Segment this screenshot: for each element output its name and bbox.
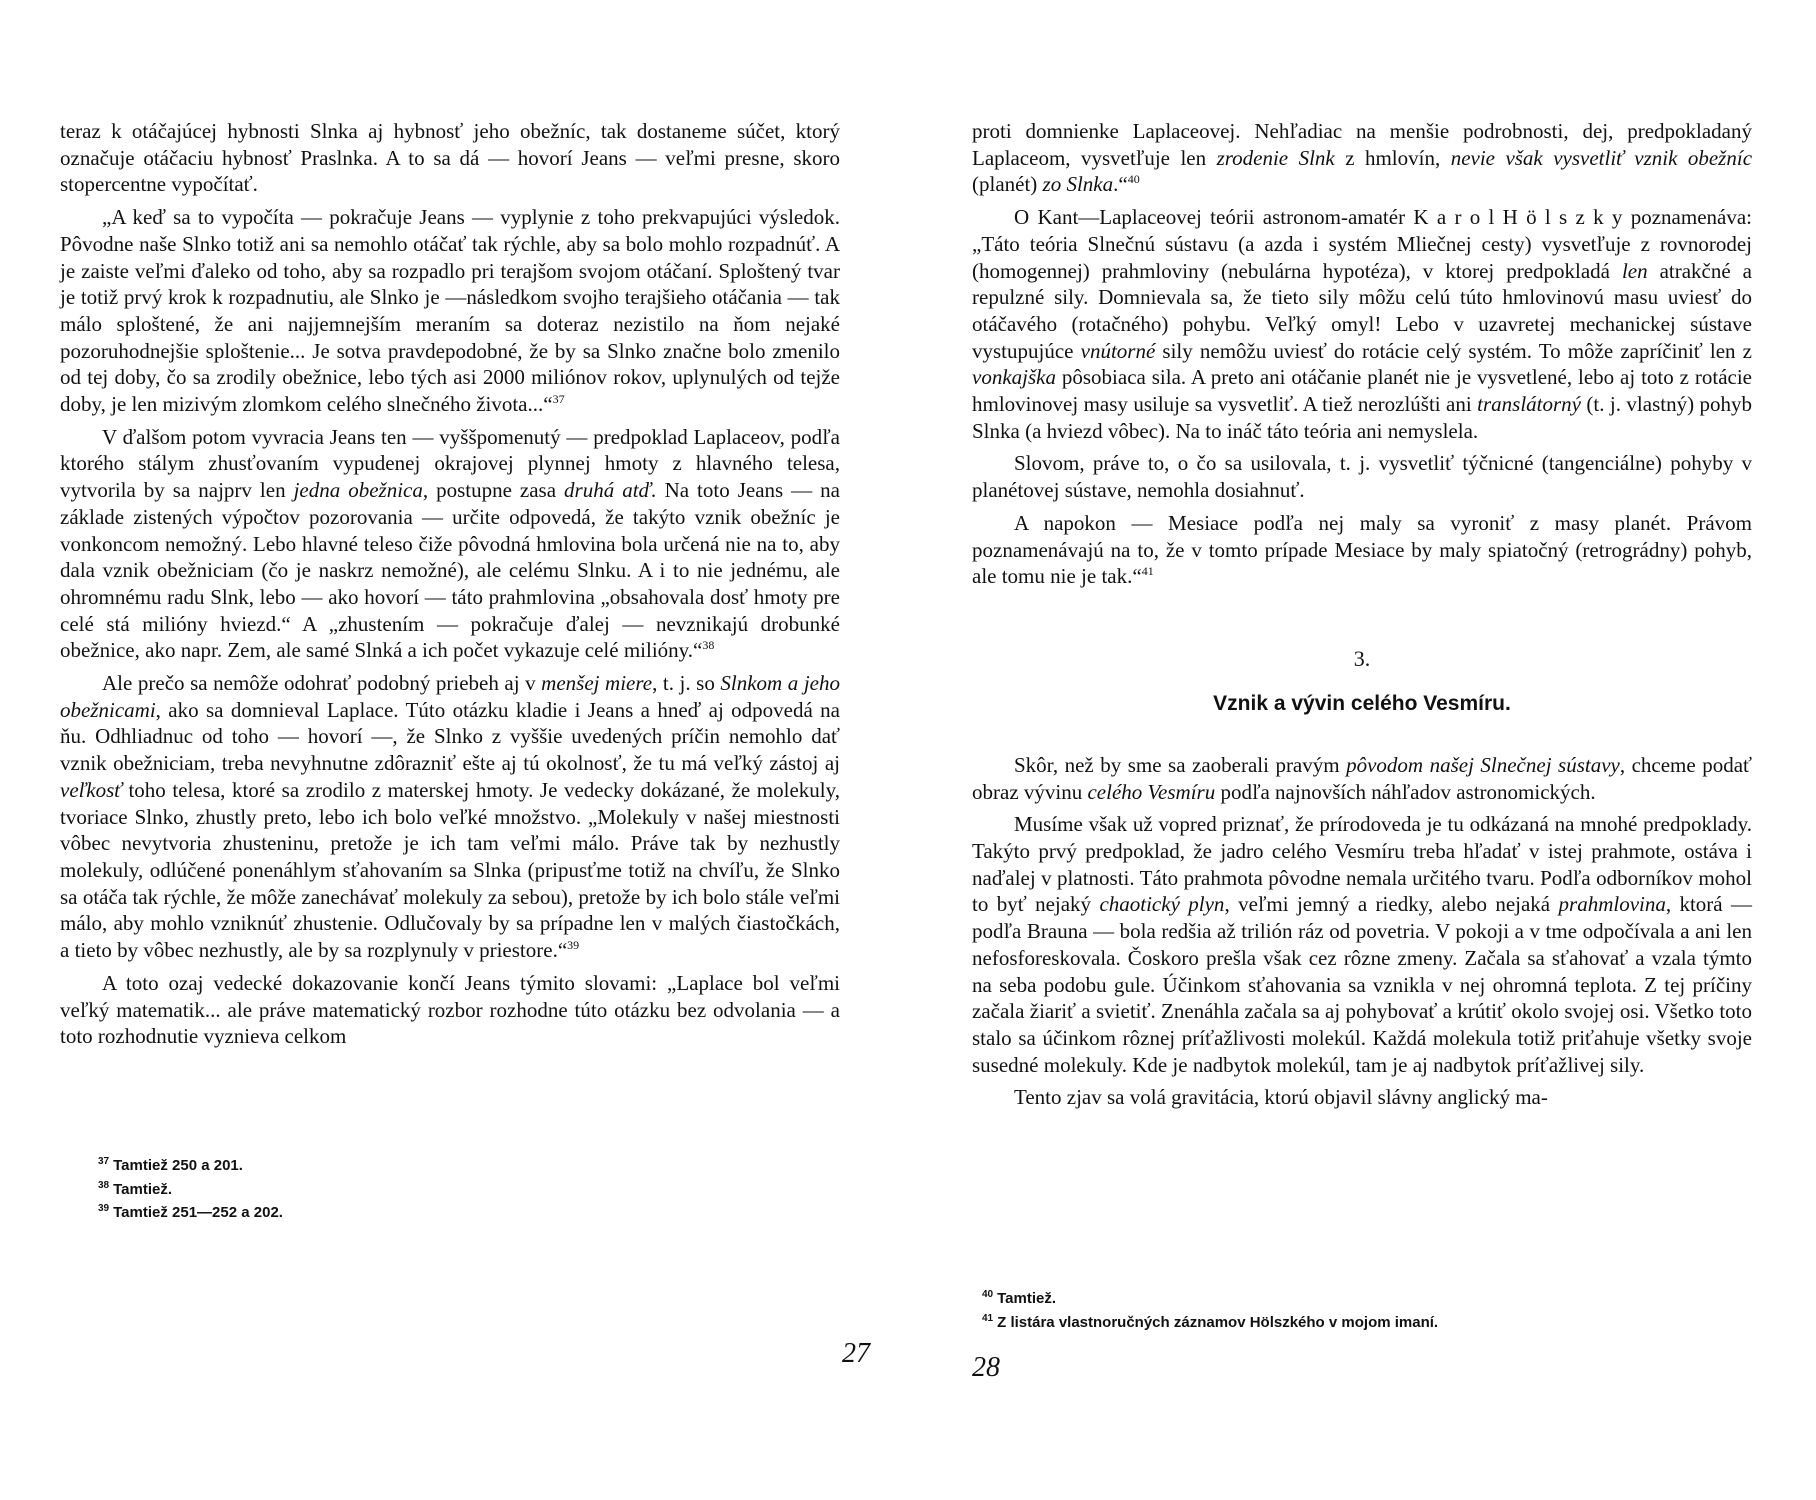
emphasis: zrodenie Slnk bbox=[1216, 145, 1335, 170]
emphasis: druhá atď. bbox=[564, 478, 657, 503]
footnote-number: 41 bbox=[982, 1312, 994, 1324]
emphasis: vnútorné bbox=[1080, 338, 1156, 363]
right-paragraphs-top bbox=[972, 118, 1752, 590]
footnote bbox=[982, 1285, 1762, 1309]
emphasis: veľkosť bbox=[60, 777, 122, 802]
footnote bbox=[98, 1199, 878, 1223]
emphasis: zo Slnka bbox=[1042, 172, 1114, 197]
paragraph: „A keď sa to vypočíta — pokračuje Jeans — vyplynie z toho prekvapujúci výsledok. Pôvodne naše Slnko totiž ani sa nemohlo otáčať tak rýchle, aby sa bolo mohlo rozpadnúť. A je zaiste veľmi ďaleko od toho, aby sa rozpadlo pri terajšom svojom otáčaní. Sploštený tvar je totiž prvý krok k rozpadnutiu, ale Slnko je —následkom svojho terajšieho otáčania — tak málo sploštené, že ani najjemnejším meraním sa doteraz nezistilo na ňom nejaké pozoruhodnejšie sploštenie... Je sotva pravdepodobné, že by sa Slnko značne bolo zmenilo od tej doby, čo sa zrodily obežnice, lebo tých asi 2000 miliónov rokov, uplynulých od tejže doby, je len mizivým zlomkom celého slnečného života...“$^{37}$ bbox=[60, 205, 840, 417]
emphasis: translátorný bbox=[1477, 392, 1581, 417]
section-number: 3. bbox=[1353, 645, 1371, 671]
footnote-ref: 40 bbox=[1127, 172, 1140, 187]
footnote-text: Tamtiež. bbox=[113, 1180, 173, 1198]
footnote-text: Tamtiež. bbox=[997, 1290, 1057, 1307]
paragraph: Skôr, než by sme sa zaoberali pravým pôvodom našej Slnečnej sústavy, chceme podať obraz vývinu celého Vesmíru podľa najnovších náhľadov astronomických. bbox=[972, 752, 1752, 804]
paragraph: Ale prečo sa nemôže odohrať podobný priebeh aj v menšej miere, t. j. so Slnkom a jeho obežnicami, ako sa domnieval Laplace. Túto otázku kladie i Jeans a hneď aj odpovedá na ňu. Odhliadnuc od toho — hovorí —, že Slnko z vyššie uvedených príčin nemohlo dať vznik obežniciam, treba nevyhnutne zdôrazniť ešte aj tú okolnosť, že tu má veľký zástoj aj veľkosť toho telesa, ktoré sa zrodilo z materskej hmoty. Je vedecky dokázané, že molekuly, tvoriace Slnko, zhustly preto, lebo ich bolo veľké množstvo. „Molekuly v našej miestnosti vôbec nevytvoria zhusteninu, pretože je ich tam veľmi málo. Práve tak by nezhustly molekuly, odlúčené ponenáhlym sťahovaním sa Slnka (pripusťme totiž na chvíľu, že Slnko sa otáča tak rýchle, že môže zanechávať molekuly za sebou), pretože by ich bolo stále veľmi málo, aby mohlo vzniknúť zhustenie. Odlučovaly by sa prípadne len v malých čiastočkách, a tieto by vôbec nezhustly, ale by sa rozplynuly v priestore.“$^{39}$ bbox=[60, 671, 840, 963]
emphasis: pôvodom našej Slnečnej sústavy bbox=[1346, 752, 1620, 777]
footnote bbox=[982, 1309, 1762, 1333]
footnote-ref: 41 bbox=[1141, 564, 1154, 579]
right-footnotes bbox=[982, 1285, 1762, 1332]
emphasis: celého Vesmíru bbox=[1087, 779, 1216, 804]
page-number-left: 27 bbox=[842, 1338, 870, 1369]
right-paragraphs-bottom bbox=[972, 752, 1752, 1111]
paragraph: V ďalšom potom vyvracia Jeans ten — vyššpomenutý — predpoklad Laplaceov, podľa ktorého stálym zhusťovaním vypudenej okrajovej plynnej hmoty z hlavného telesa, vytvorila by sa najprv len jedna obežnica, postupne zasa druhá atď. Na toto Jeans — na základe zistených výpočtov pozorovania — určite odpovedá, že takýto vznik obežníc je vonkoncom nemožný. Lebo hlavné teleso čiže pôvodná hmlovina bola určená nie na to, aby dala vznik obežniciam (čo je naskrz nemožné), ale celému Slnku. A i to nie jednému, ale ohromnému radu Slnk, lebo — ako hovorí — táto prahmlovina „obsahovala dosť hmoty pre celé stá milióny hviezd.“ A „zhustením — pokračuje ďalej — nevznikajú drobunké obežnice, ako napr. Zem, ale samé Slnká a ich počet vykazuje celé milióny.“$^{38}$ bbox=[60, 424, 840, 663]
footnote-number: 40 bbox=[982, 1289, 994, 1300]
footnote-text: Tamtiež 250 a 201. bbox=[113, 1157, 243, 1174]
left-page bbox=[60, 0, 870, 1500]
paragraph: proti domnienke Laplaceovej. Nehľadiac na menšie podrobnosti, dej, predpokladaný Laplaceom, vysvetľuje len zrodenie Slnk z hmlovín, nevie však vysvetliť vznik obežníc (planét) zo Slnka.“$^{40}$ bbox=[972, 119, 1753, 197]
footnote-text: Z listára vlastnoručných záznamov Hölszkého v mojom imaní. bbox=[997, 1313, 1439, 1331]
section-title: Vznik a vývin celého Vesmíru. bbox=[1213, 691, 1511, 715]
page-number-right: 28 bbox=[972, 1352, 1000, 1383]
paragraph: O Kant—Laplaceovej teórii astronom-amatér K a r o l H ö l s z k y poznamenáva: „Táto teória Slnečnú sústavu (a azda i systém Mliečnej cesty) vysvetľuje z rovnorodej (homogennej) prahmloviny (nebulárna hypotéza), v ktorej predpokladá len atrakčné a repulzné sily. Domnievala sa, že tieto sily môžu celú túto hmlovinovú masu uviesť do otáčavého (rotačného) pohybu. Veľký omyl! Lebo v uzavretej mechanickej sústave vystupujúce vnútorné sily nemôžu uviesť do rotácie celý systém. To môže zapríčiniť len z vonkajška pôsobiaca sila. A preto ani otáčanie planét nie je vysvetlené, lebo aj toto z rotácie hmlovinovej masy usiluje sa vysvetliť. A tiež nerozlúšti ani translátorný (t. j. vlastný) pohyb Slnka (a hviezd vôbec). Na to ináč táto teória ani nemyslela. bbox=[972, 205, 1753, 443]
footnote bbox=[98, 1176, 878, 1200]
right-page-body bbox=[972, 118, 1752, 1117]
left-page-body bbox=[60, 118, 840, 1056]
emphasis: menšej miere bbox=[541, 671, 653, 696]
footnote-ref: 37 bbox=[552, 392, 565, 407]
emphasis: nevie však vysvetliť vznik obežníc bbox=[1450, 145, 1753, 170]
paragraph: teraz k otáčajúcej hybnosti Slnka aj hybnosť jeho obežníc, tak dostaneme súčet, ktorý označuje otáčaciu hybnosť Praslnka. A to sa dá — hovorí Jeans — veľmi presne, skoro stopercentne vypočítať. bbox=[60, 119, 840, 197]
footnote-number: 39 bbox=[98, 1203, 110, 1214]
paragraph: A napokon — Mesiace podľa nej maly sa vyroniť z masy planét. Právom poznamenávajú na to, že v tomto prípade Mesiace by maly spiatočný (retrográdny) pohyb, ale tomu nie je tak.“$^{41}$ bbox=[972, 510, 1752, 589]
paragraph: Musíme však už vopred priznať, že prírodoveda je tu odkázaná na mnohé predpoklady. Takýto prvý predpoklad, že jadro celého Vesmíru treba hľadať v istej prahmote, ostáva i naďalej v platnosti. Táto prahmota pôvodne nemala určitého tvaru. Podľa odborníkov mohol to byť nejaký chaotický plyn, veľmi jemný a riedky, alebo nejaká prahmlovina, ktorá — podľa Brauna — bola redšia až trilión ráz od povetria. V pokoji a v tme odpočívala a ani len nefosforeskovala. Čoskoro prešla však cez rôzne zmeny. Začala sa sťahovať a vzala týmto na seba podobu gule. Účinkom sťahovania sa vznikla v nej ohromná teplota. Z tej príčiny začala žiariť a svietiť. Znenáhla začala sa aj pohybovať a krútiť okolo svojej osi. Všetko toto stalo sa účinkom rôznej príťažlivosti molekúl. Každá molekula totiž priťahuje všetky svoje susedné molekuly. Kde je nadbytok molekúl, tam je aj nadbytok príťažlivej sily. bbox=[972, 812, 1753, 1077]
footnote-number: 37 bbox=[98, 1156, 110, 1167]
paragraph: A toto ozaj vedecké dokazovanie končí Jeans týmito slovami: „Laplace bol veľmi veľký matematik... ale práve matematický rozbor rozhodne túto otázku bez odvolania — a toto rozhodnutie vyznieva celkom bbox=[60, 970, 840, 1049]
footnote-number: 38 bbox=[98, 1179, 110, 1191]
right-page bbox=[972, 0, 1752, 1500]
paragraph: Slovom, práve to, o čo sa usilovala, t. j. vysvetliť týčnicné (tangenciálne) pohyby v planétovej sústave, nemohla dosiahnuť. bbox=[972, 451, 1752, 503]
left-footnotes bbox=[98, 1152, 878, 1223]
footnote-ref: 39 bbox=[567, 938, 580, 953]
emphasis: jedna obežnica bbox=[293, 478, 423, 503]
emphasis: Slnkom a jeho obežnicami bbox=[60, 671, 840, 722]
footnote-ref: 38 bbox=[702, 638, 715, 653]
emphasis: vonkajška bbox=[972, 365, 1056, 390]
emphasis: prahmlovina bbox=[1558, 892, 1666, 917]
paragraph: Tento zjav sa volá gravitácia, ktorú objavil slávny anglický ma- bbox=[1014, 1085, 1548, 1110]
emphasis: len bbox=[1621, 258, 1648, 283]
footnote bbox=[98, 1152, 878, 1176]
emphasis: chaotický plyn bbox=[1099, 892, 1225, 917]
footnote-text: Tamtiež 251—252 a 202. bbox=[113, 1204, 283, 1221]
